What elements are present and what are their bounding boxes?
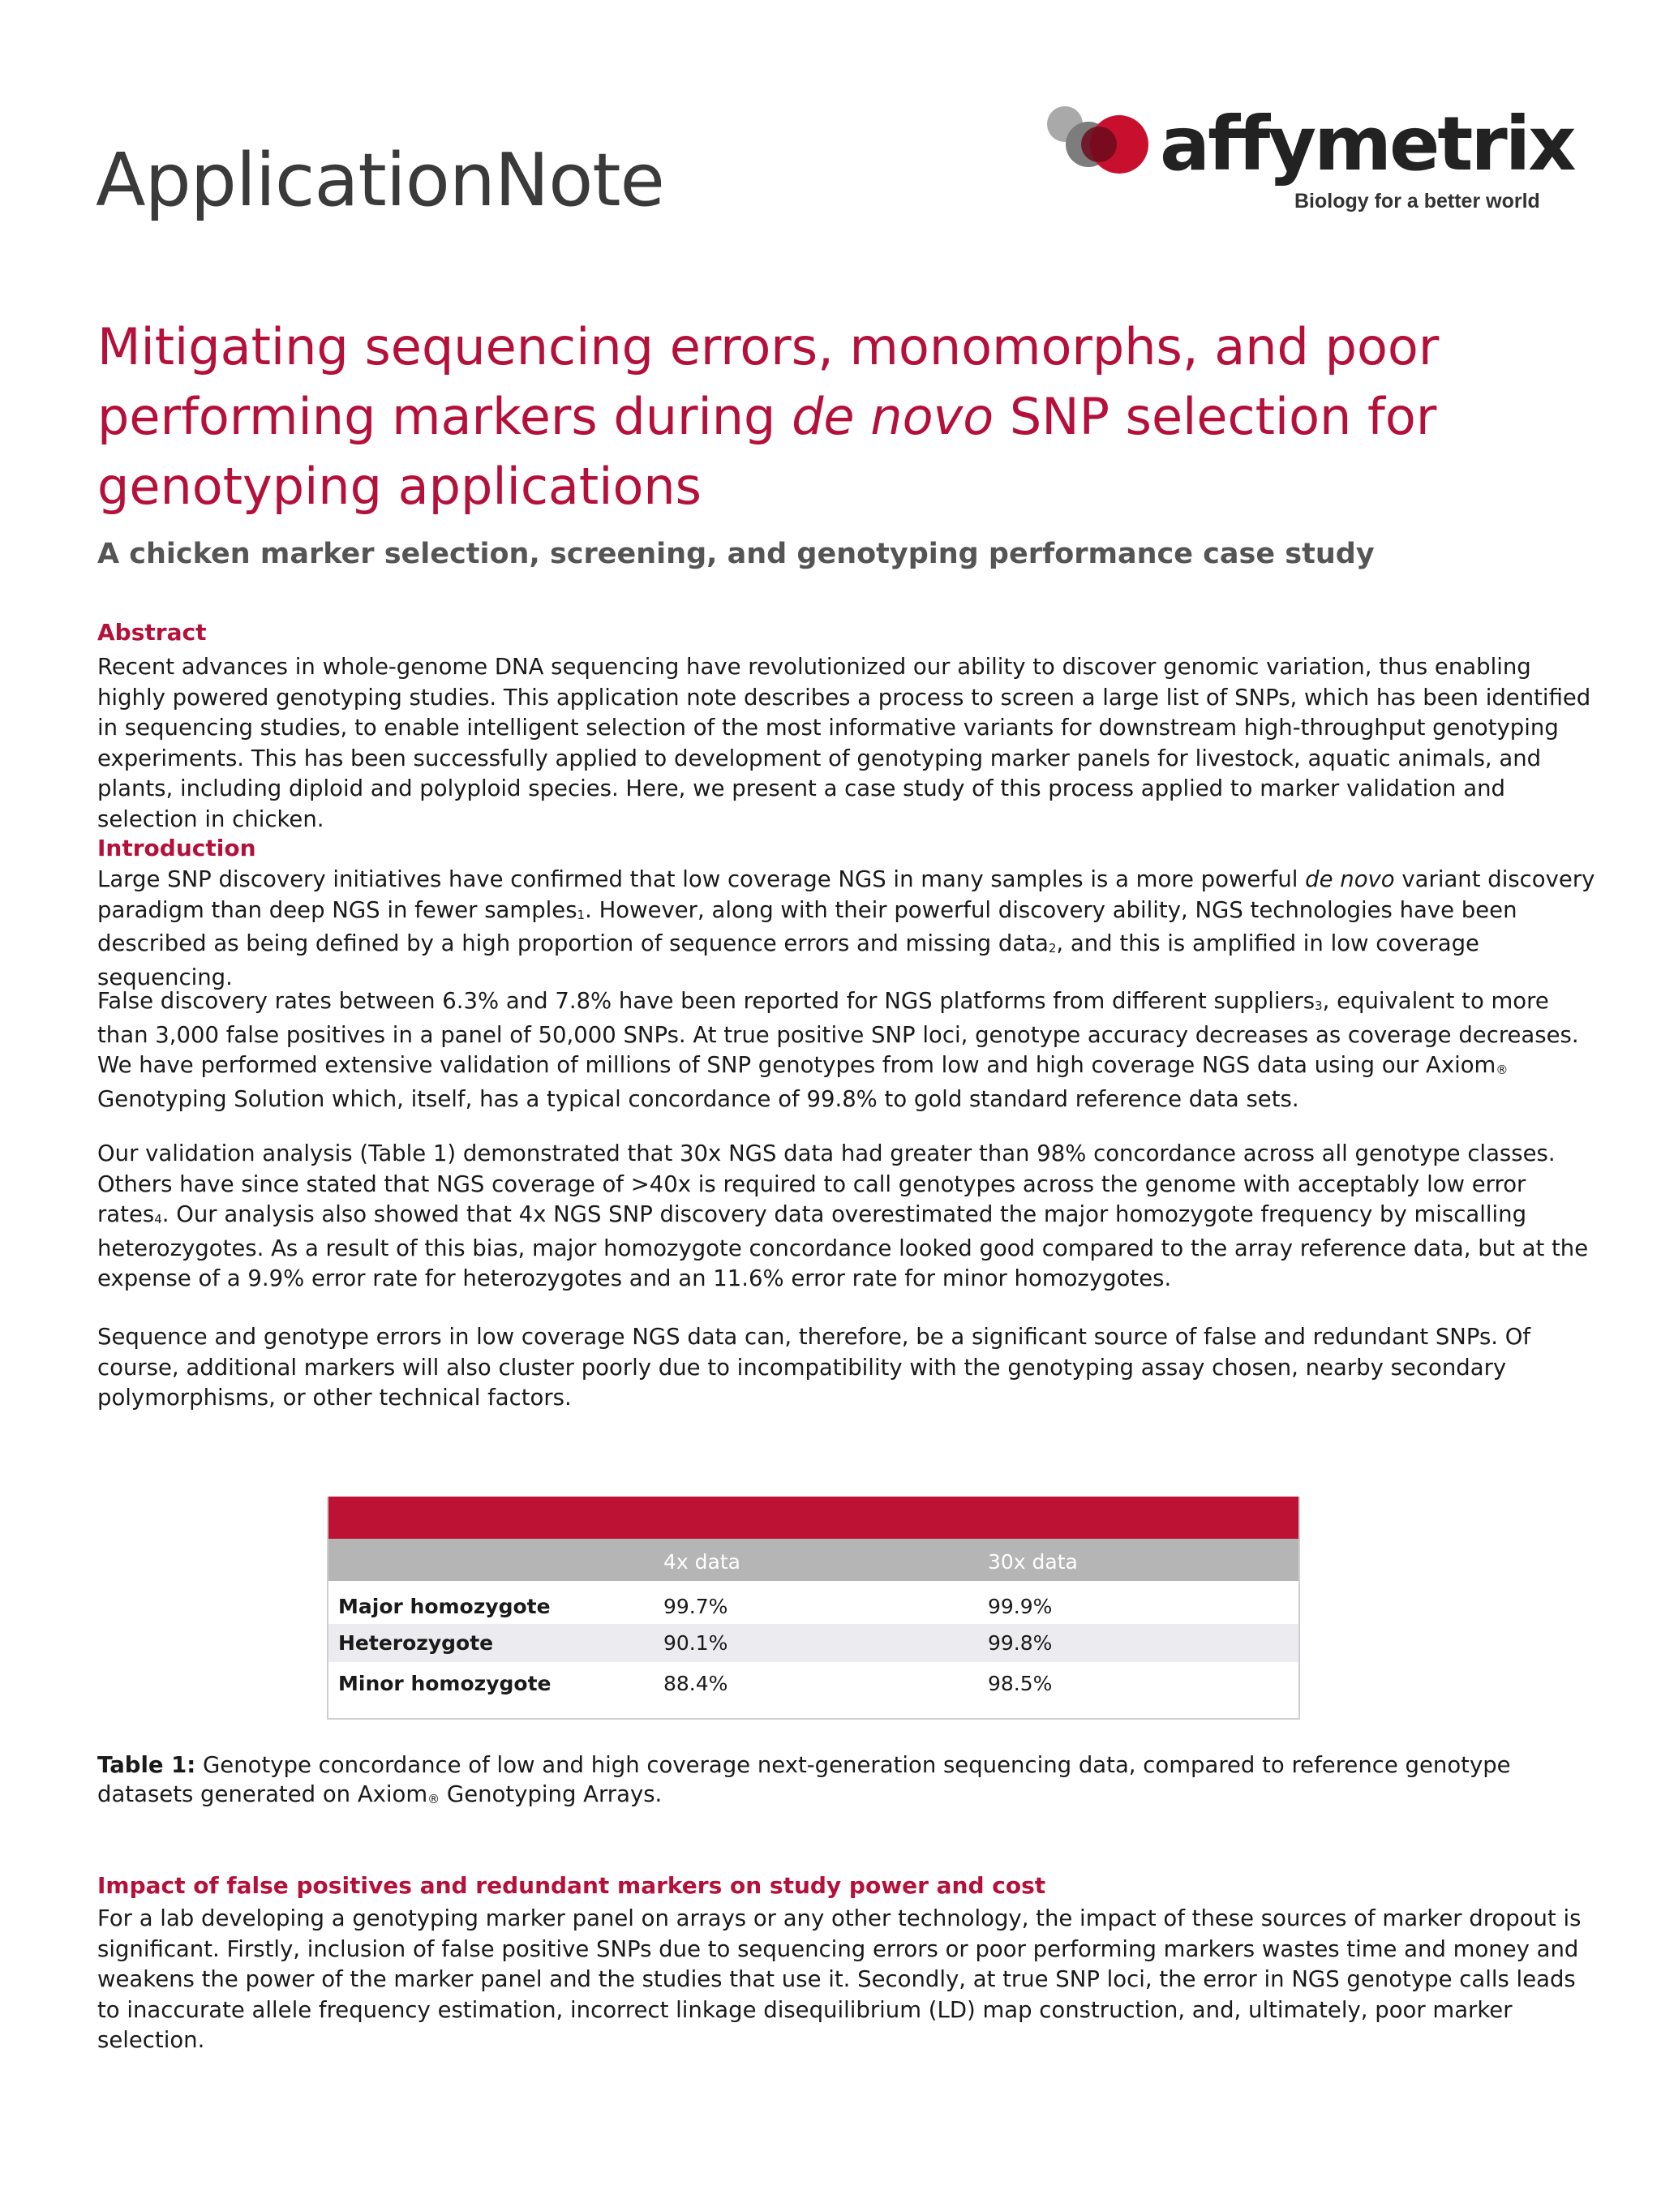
table-row [328,1664,1298,1703]
abstract-heading: Abstract [97,619,207,646]
logo-wordmark: affymetrix [1160,101,1574,187]
title-part2: SNP selection for genotyping applications [97,387,1437,516]
introduction-paragraph-1 [97,865,1598,993]
table-title-bar [328,1497,1298,1539]
document-type-title: ApplicationNote [96,138,664,223]
column-header-30x: 30x data [988,1550,1078,1574]
cell-4x: 99.7% [663,1595,728,1618]
table-header-row [328,1539,1298,1581]
introduction-paragraph-2 [97,986,1598,1115]
row-label: Heterozygote [338,1631,494,1655]
logo-tagline: Biology for a better world [1294,190,1540,213]
caption-label: Table 1: [97,1752,196,1778]
introduction-paragraph-3 [97,1139,1598,1295]
row-label: Minor homozygote [338,1672,552,1695]
intro-p1-text-d: , and this is amplified in low coverage sequencing. [97,930,1479,990]
title-italic: de novo [792,387,994,446]
page-subtitle: A chicken marker selection, screening, and genotyping performance case study [97,538,1375,570]
caption-text-a: Genotype concordance of low and high coverage next-generation sequencing data, compared to reference genotype datasets generated on Axiom [97,1752,1511,1807]
page-title [97,312,1573,522]
registered-mark: ® [1496,1063,1509,1077]
title-part1: Mitigating sequencing errors, monomorphs, and poor performing markers during [97,317,1440,446]
intro-p1-text-b: variant discovery paradigm than deep NGS in fewer samples [97,866,1595,923]
reference-1: 1 [577,907,586,922]
cell-4x: 88.4% [663,1672,728,1695]
cell-30x: 99.9% [988,1595,1053,1618]
reference-2: 2 [1048,941,1057,956]
intro-p1-italic: de novo [1305,866,1395,892]
table-row [328,1587,1298,1626]
caption-text-b: Genotyping Arrays. [440,1781,663,1807]
reference-4: 4 [154,1212,162,1226]
intro-p1-text-c: . However, along with their powerful discovery ability, NGS technologies have been described as being defined by a high proportion of sequence errors and missing data [97,896,1517,956]
row-label: Major homozygote [338,1595,551,1618]
registered-mark: ® [427,1792,440,1806]
abstract-text: Recent advances in whole-genome DNA sequencing have revolutionized our ability to discover genomic variation, thus enabling highly powered genotyping studies. This application note describes a process to screen a large list of SNPs, which has been identified in sequencing studies, to enable intelligent selection of the most informative variants for downstream high-throughput genotyping experiments. This has been successfully applied to development of genotyping marker panels for livestock, aquatic animals, and plants, including diploid and polyploid species. Here, we present a case study of this process applied to marker validation and selection in chicken. [97,654,1591,832]
introduction-heading: Introduction [97,835,256,861]
impact-text: For a lab developing a genotyping marker panel on arrays or any other technology, the impact of these sources of marker dropout is significant. Firstly, inclusion of false positive SNPs due to sequencing errors or poor performing markers wastes time and money and weakens the power of the marker panel and the studies that use it. Secondly, at true SNP loci, the error in NGS genotype calls leads to inaccurate allele frequency estimation, incorrect linkage disequilibrium (LD) map construction, and, ultimately, poor marker selection. [97,1905,1582,2053]
introduction-paragraph-4: Sequence and genotype errors in low coverage NGS data can, therefore, be a significant source of false and redundant SNPs. Of course, additional markers will also cluster poorly due to incompatibility with the genotyping assay chosen, nearby secondary polymorphisms, or other technical factors. [97,1324,1531,1411]
intro-p2-text-b: , equivalent to more than 3,000 false positives in a panel of 50,000 SNPs. At true positive SNP loci, genotype accuracy decreases as coverage decreases. We have performed extensive validation of millions of SNP genotypes from low and high coverage NGS data using our Axiom [97,988,1579,1078]
intro-p2-text-a: False discovery rates between 6.3% and 7.8% have been reported for NGS platforms from different suppliers [97,988,1315,1014]
column-header-4x: 4x data [663,1550,740,1574]
reference-3: 3 [1315,999,1323,1013]
logo-circles-icon [1038,97,1160,187]
cell-30x: 99.8% [988,1631,1053,1655]
intro-p1-text-a: Large SNP discovery initiatives have confirmed that low coverage NGS in many samples is a more powerful [97,866,1306,892]
cell-30x: 98.5% [988,1672,1053,1695]
affymetrix-logo [1038,89,1574,231]
table-row [328,1624,1298,1662]
intro-p3-text-a: Our validation analysis (Table 1) demonstrated that 30x NGS data had greater than 98% concordance across all genotype classes. Others have since stated that NGS coverage of >40x is required to call genotypes across the genome with acceptably low error rates [97,1140,1556,1227]
table-caption [97,1750,1598,1812]
concordance-table [327,1497,1300,1720]
cell-4x: 90.1% [663,1631,728,1655]
intro-p2-text-c: Genotyping Solution which, itself, has a typical concordance of 99.8% to gold standard reference data sets. [97,1085,1299,1112]
intro-p3-text-b: . Our analysis also showed that 4x NGS SNP discovery data overestimated the major homozygote frequency by miscalling heterozygotes. As a result of this bias, major homozygote concordance looked good compared to the array reference data, but at the expense of a 9.9% error rate for heterozygotes and an 11.6% error rate for minor homozygotes. [97,1201,1589,1291]
impact-heading: Impact of false positives and redundant markers on study power and cost [97,1872,1046,1899]
